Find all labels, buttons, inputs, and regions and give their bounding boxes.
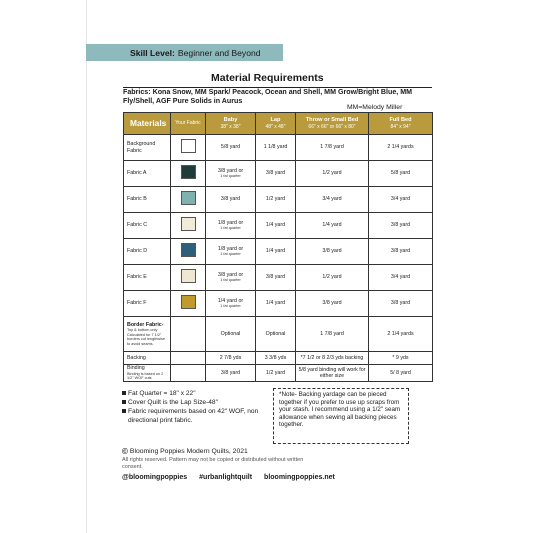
skill-level-banner (86, 44, 283, 61)
table-row (124, 317, 433, 352)
header-throw: Throw or Small Bed 66" x 66" or 66" x 80" (296, 113, 369, 135)
lap-value: 3/8 yard (256, 161, 296, 187)
row-name: Fabric F (124, 291, 171, 317)
lap-value: 1/4 yard (256, 291, 296, 317)
throw-value: 1/2 yard (296, 265, 369, 291)
swatch-cell (171, 161, 206, 187)
throw-value: 1/4 yard (296, 213, 369, 239)
mm-abbreviation-note: MM=Melody Miller (347, 104, 403, 111)
social-links (122, 474, 347, 481)
lap-value: 1/4 yard (256, 213, 296, 239)
baby-value: Optional (206, 317, 256, 352)
full-value: 5/ 8 yard (369, 365, 433, 382)
swatch-cell (171, 135, 206, 161)
baby-value: 3/8 yard (206, 365, 256, 382)
header-materials: Materials (124, 113, 171, 135)
header-your-fabric: Your Fabric (171, 113, 206, 135)
list-item: Fabric requirements based on 42" WOF, non directional print fabric. (122, 407, 272, 425)
full-value: * 9 yds (369, 352, 433, 365)
fabric-swatch-b (181, 191, 196, 205)
full-value: 3/8 yard (369, 213, 433, 239)
table-row (124, 213, 433, 239)
throw-value: 5/8 yard binding will work for either size (296, 365, 369, 382)
lap-value: 1 1/8 yard (256, 135, 296, 161)
baby-value: 3/8 yard (206, 187, 256, 213)
row-name: Fabric C (124, 213, 171, 239)
full-value: 5/8 yard (369, 161, 433, 187)
throw-value: 1 7/8 yard (296, 135, 369, 161)
row-name: Binding Binding is based on 2 1/2" WOF cuts (124, 365, 171, 382)
table-row (124, 265, 433, 291)
header-baby: Baby 38" x 38" (206, 113, 256, 135)
header-full-bed: Full Bed 84" x 94" (369, 113, 433, 135)
row-name: Backing (124, 352, 171, 365)
fabric-swatch-a (181, 165, 196, 179)
backing-note-box: *Note- Backing yardage can be pieced together if you prefer to use up scraps from your stash. I recommend using a 1/2" seam allowance when sewing all backing pieces together. (273, 388, 409, 444)
fabric-swatch-f (181, 295, 196, 309)
full-value: 3/8 yard (369, 291, 433, 317)
skill-level-label: Skill Level: (130, 47, 175, 58)
full-value: 2 1/4 yards (369, 135, 433, 161)
copyright-block (122, 447, 322, 470)
swatch-cell (171, 265, 206, 291)
fabric-swatch-c (181, 217, 196, 231)
instagram-handle: @bloomingpoppies (122, 474, 188, 481)
swatch-cell (171, 291, 206, 317)
bullet-icon (122, 391, 126, 395)
baby-value: 5/8 yard (206, 135, 256, 161)
table-row (124, 187, 433, 213)
throw-value: 3/8 yard (296, 239, 369, 265)
full-value: 3/4 yard (369, 265, 433, 291)
row-name: Background Fabric (124, 135, 171, 161)
full-value: 3/4 yard (369, 187, 433, 213)
copyright-text: Blooming Poppies Modern Quilts, 2021 (129, 448, 248, 455)
throw-value: 1 7/8 yard (296, 317, 369, 352)
table-row (124, 239, 433, 265)
swatch-cell (171, 213, 206, 239)
table-header-row (124, 113, 433, 135)
header-lap: Lap 48" x 48" (256, 113, 296, 135)
lap-value: 1/2 yard (256, 365, 296, 382)
fabric-swatch-background (181, 139, 196, 153)
row-name: Fabric A (124, 161, 171, 187)
baby-value: 1/4 yard or 1 fat quarter (206, 291, 256, 317)
website: bloomingpoppies.net (264, 474, 335, 481)
fabrics-list: Fabrics: Kona Snow, MM Spark/ Peacock, Ocean and Shell, MM Grow/Bright Blue, MM Fly/Shell, AGF Pure Solids in Aurus (123, 88, 413, 106)
swatch-cell (171, 187, 206, 213)
lap-value: 3/8 yard (256, 265, 296, 291)
bullet-icon (122, 409, 126, 413)
table-row (124, 161, 433, 187)
baby-value: 1/8 yard or 1 fat quarter (206, 213, 256, 239)
table-row (124, 291, 433, 317)
row-name: Fabric E (124, 265, 171, 291)
fabric-swatch-d (181, 243, 196, 257)
row-name: Border Fabric- Top & bottom only Calculated for 7 1/2" borders cut lengthwise to avoid seams. (124, 317, 171, 352)
rights-text: All rights reserved. Pattern may not be copied or distributed without written consent. (122, 457, 304, 470)
throw-value: 3/8 yard (296, 291, 369, 317)
material-requirements-table (123, 112, 433, 382)
hashtag: #urbanlightquilt (199, 474, 253, 481)
swatch-cell (171, 317, 206, 352)
throw-value: 3/4 yard (296, 187, 369, 213)
full-value: 2 1/4 yards (369, 317, 433, 352)
table-row (124, 135, 433, 161)
material-requirements-title: Material Requirements (211, 72, 324, 84)
fabric-swatch-e (181, 269, 196, 283)
table-row (124, 352, 433, 365)
baby-value: 1/8 yard or 1 fat quarter (206, 239, 256, 265)
baby-value: 2 7/8 yds (206, 352, 256, 365)
copyright-icon: © (122, 447, 128, 456)
throw-value: *7 1/2 or 8 2/3 yds backing (296, 352, 369, 365)
skill-level-value: Beginner and Beyond (177, 47, 261, 58)
row-name: Fabric B (124, 187, 171, 213)
swatch-cell (171, 365, 206, 382)
table-row (124, 365, 433, 382)
full-value: 3/8 yard (369, 239, 433, 265)
lap-value: Optional (256, 317, 296, 352)
row-name: Fabric D (124, 239, 171, 265)
list-item: Cover Quilt is the Lap Size-48" (122, 398, 272, 407)
lap-value: 3 3/8 yds (256, 352, 296, 365)
list-item: Fat Quarter = 18" x 22" (122, 389, 272, 398)
notes-bullet-list (122, 389, 272, 425)
swatch-cell (171, 352, 206, 365)
baby-value: 3/8 yard or 1 fat quarter (206, 161, 256, 187)
throw-value: 1/2 yard (296, 161, 369, 187)
lap-value: 1/4 yard (256, 239, 296, 265)
swatch-cell (171, 239, 206, 265)
lap-value: 1/2 yard (256, 187, 296, 213)
baby-value: 3/8 yard or 1 fat quarter (206, 265, 256, 291)
bullet-icon (122, 400, 126, 404)
